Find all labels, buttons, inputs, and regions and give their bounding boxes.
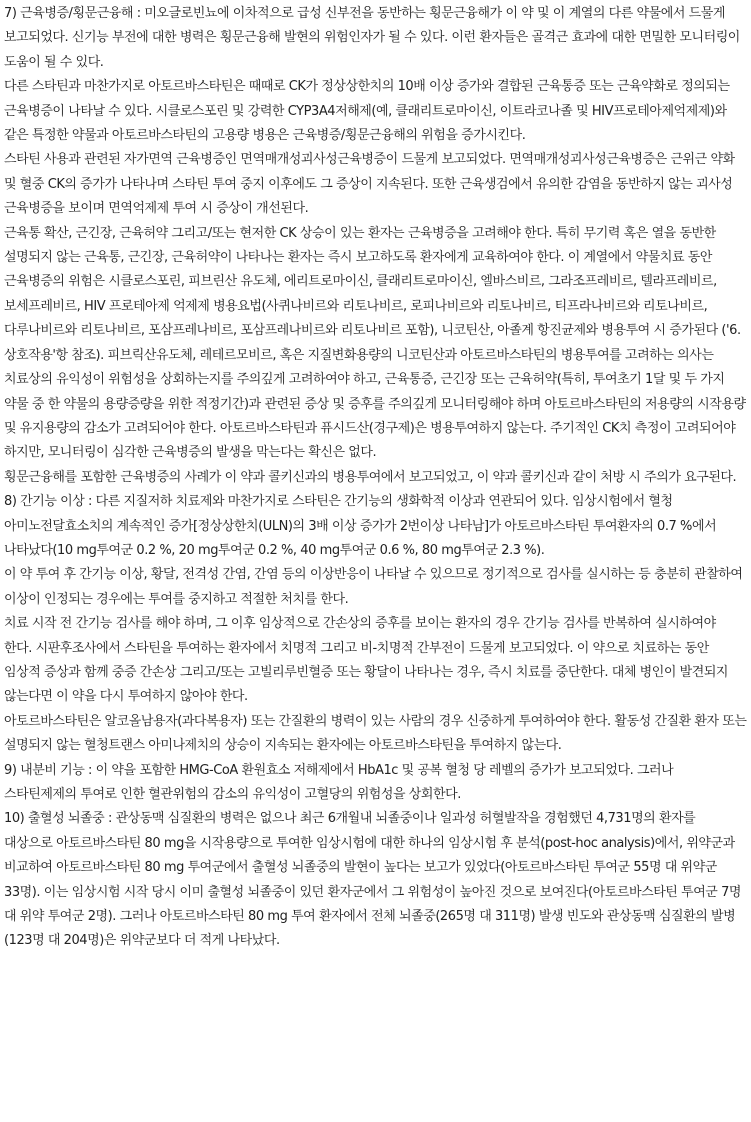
paragraph-hemorrhagic-stroke: 10) 출혈성 뇌졸중 : 관상동맥 심질환의 병력은 없으나 최근 6개월내 뇌졸중이나 일과성 허혈발작을 경험했던 4,731명의 환자를 대상으로 아토르바스타틴 80 mg을 시작용량으로 투여한 임상시험에 대한 하나의 임상시험 후 분석(post-hoc analysis)에서, 위약군과 비교하여 아토르바스타틴 80 mg 투여군에서 출혈성 뇌졸중의 발현이 높다는 보고가 있었다(아토르바스타틴 투여군 55명 대 위약군 33명). 이는 임상시험 시작 당시 이미 출혈성 뇌졸중이 있던 환자군에서 그 위험성이 높아진 것으로 보여진다(아토르바스타틴 투여군 7명 대 위약 투여군 2명). 그러나 아토르바스타틴 80 mg 투여 환자에서 전체 뇌졸중(265명 대 311명) 발생 빈도와 관상동맥 심질환의 발병(123명 대 204명)은 위약군보다 더 적게 나타났다. <box>4 811 742 949</box>
paragraph-colchicine: 횡문근융해를 포함한 근육병증의 사례가 이 약과 콜키신과의 병용투여에서 보고되었고, 이 약과 콜키신과 같이 처방 시 주의가 요구된다. <box>4 469 737 485</box>
paragraph-alcohol-liver-disease: 아토르바스타틴은 알코올남용자(과다복용자) 또는 간질환의 병력이 있는 사람의 경우 신중하게 투여하여야 한다. 활동성 간질환 환자 또는 설명되지 않는 혈청트랜스 아미나제치의 상승이 지속되는 환자에는 아토르바스타틴을 투여하지 않는다. <box>4 713 747 754</box>
paragraph-myopathy-rhabdomyolysis: 7) 근육병증/횡문근융해 : 미오글로빈뇨에 이차적으로 급성 신부전을 동반하는 횡문근융해가 이 약 및 이 계열의 다른 약물에서 드물게 보고되었다. 신기능 부전에 대한 병력은 횡문근융해 발현의 위험인자가 될 수 있다. 이런 환자들은 골격근 효과에 대한 면밀한 모니터링이 도움이 될 수 있다. <box>4 6 740 70</box>
paragraph-immune-necrotizing-myopathy: 스타틴 사용과 관련된 자가면역 근육병증인 면역매개성괴사성근육병증이 드물게 보고되었다. 면역매개성괴사성근육병증은 근위근 약화 및 혈중 CK의 증가가 나타나며 스타틴 투여 중지 이후에도 그 증상이 지속된다. 또한 근육생검에서 유의한 감염을 동반하지 않는 괴사성 근육병증을 보이며 면역억제제 투여 시 증상이 개선된다. <box>4 152 735 217</box>
paragraph-liver-testing: 치료 시작 전 간기능 검사를 해야 하며, 그 이후 임상적으로 간손상의 증후를 보이는 환자의 경우 간기능 검사를 반복하여 실시하여야 한다. 시판후조사에서 스타틴을 투여하는 환자에서 치명적 그리고 비-치명적 간부전이 드물게 보고되었다. 이 약으로 치료하는 동안 임상적 증상과 함께 중증 간손상 그리고/또는 고빌리루빈혈증 또는 황달이 나타나는 경우, 즉시 치료를 중단한다. 대체 병인이 발견되지 않는다면 이 약을 다시 투여하지 않아야 한다. <box>4 616 729 705</box>
paragraph-myopathy-risk-drugs: 근육통 확산, 근긴장, 근육허약 그리고/또는 현저한 CK 상승이 있는 환자는 근육병증을 고려해야 한다. 특히 무기력 혹은 열을 동반한 설명되지 않는 근육통, 근긴장, 근육허약이 나타나는 환자는 즉시 보고하도록 환자에게 교육하여야 한다. 이 계열에서 약물치료 동안 근육병증의 위험은 시클로스포린, 피브린산 유도체, 에리트로마이신, 클래리트로마이신, 엘바스비르, 그라조프레비르, 텔라프레비르, 보세프레비르, HIV 프로테아제 억제제 병용요법(사퀴나비르와 리토나비르, 로피나비르와 리토나비르, 티프라나비르와 리토나비르, 다루나비르와 리토나비르, 포삼프레나비르, 포삼프레나비르와 리토나비르 포함), 니코틴산, 아졸계 항진균제와 병용투여 시 증가된다 ('6. 상호작용'항 참조). 피브릭산유도체, 레테르모비르, 혹은 지질변화용량의 니코틴산과 아토르바스타틴의 병용투여를 고려하는 의사는 치료상의 유익성이 위험성을 상회하는지를 주의깊게 고려하여야 하고, 근육통증, 근긴장 또는 근육허약(특히, 투여초기 1달 및 두 가지 약물 중 한 약물의 용량증량을 위한 적정기간)과 관련된 증상 및 증후를 주의깊게 모니터링해야 하며 아토르바스타틴의 저용량의 시작용량 및 유지용량의 감소가 고려되어야 한다. 아토르바스타틴과 퓨시드산(경구제)은 병용투여하지 않는다. 주기적인 CK치 측정이 고려되어야 하지만, 모니터링이 심각한 근육병증의 발생을 막는다는 확신은 없다. <box>4 225 746 461</box>
paragraph-statin-ck-myopathy: 다른 스타틴과 마찬가지로 아토르바스타틴은 때때로 CK가 정상상한치의 10배 이상 증가와 결합된 근육통증 또는 근육약화로 정의되는 근육병증이 나타날 수 있다. 시클로스포린 및 강력한 CYP3A4저해제(예, 클래리트로마이신, 이트라코나졸 및 HIV프로테아제억제제)와 같은 특정한 약물과 아토르바스타틴의 고용량 병용은 근육병증/횡문근융해의 위험을 증가시킨다. <box>4 79 730 144</box>
paragraph-endocrine-function: 9) 내분비 기능 : 이 약을 포함한 HMG-CoA 환원효소 저해제에서 HbA1c 및 공복 혈청 당 레벨의 증가가 보고되었다. 그러나 스타틴제제의 투여로 인한 혈관위험의 감소의 유익성이 고혈당의 위험성을 상회한다. <box>4 762 674 802</box>
document-body <box>4 2 747 954</box>
paragraph-liver-monitoring: 이 약 투여 후 간기능 이상, 황달, 전격성 간염, 간염 등의 이상반응이 나타날 수 있으므로 정기적으로 검사를 실시하는 등 충분히 관찰하여 이상이 인정되는 경우에는 투여를 중지하고 적절한 처치를 한다. <box>4 567 743 607</box>
paragraph-liver-function-abnormality: 8) 간기능 이상 : 다른 지질저하 치료제와 마찬가지로 스타틴은 간기능의 생화학적 이상과 연관되어 있다. 임상시험에서 혈청 아미노전달효소치의 계속적인 증가[정상상한치(ULN)의 3배 이상 증가가 2번이상 나타남]가 아토르바스타틴 투여환자의 0.7 %에서 나타났다(10 mg투여군 0.2 %, 20 mg투여군 0.2 %, 40 mg투여군 0.6 %, 80 mg투여군 2.3 %). <box>4 494 717 558</box>
